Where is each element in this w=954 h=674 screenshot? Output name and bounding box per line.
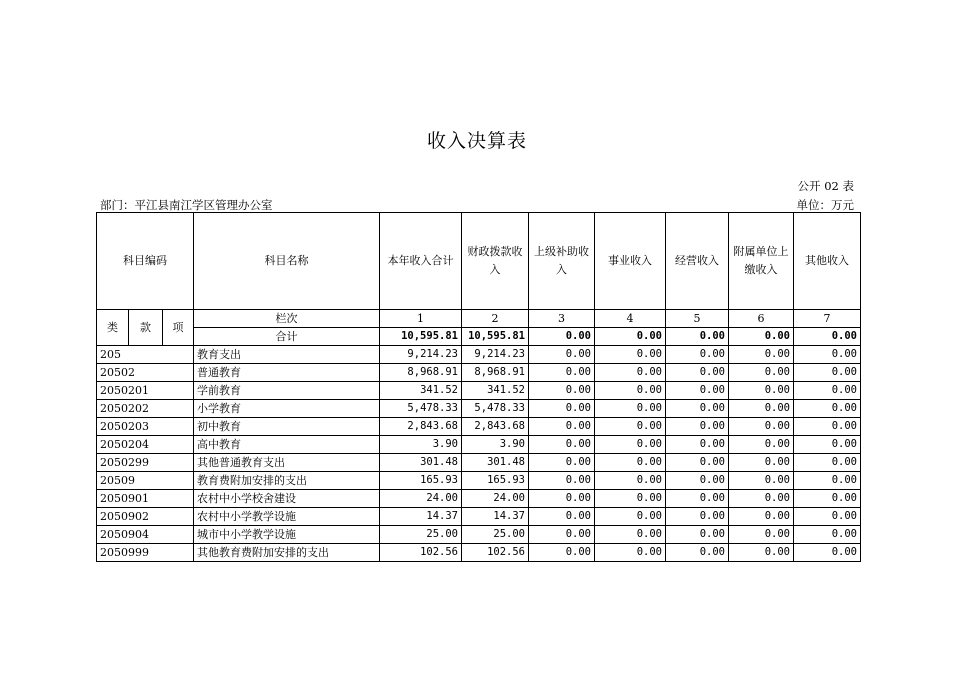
value-cell: 0.00 xyxy=(529,472,595,490)
header-col-7: 其他收入 xyxy=(794,213,861,310)
value-cell: 0.00 xyxy=(666,472,729,490)
value-cell: 0.00 xyxy=(595,364,666,382)
value-cell: 0.00 xyxy=(595,490,666,508)
subject-code-cell: 2050299 xyxy=(97,454,194,472)
value-cell: 25.00 xyxy=(380,526,462,544)
value-cell: 0.00 xyxy=(529,400,595,418)
income-final-accounts-table xyxy=(96,212,861,562)
value-cell: 341.52 xyxy=(462,382,529,400)
value-cell: 0.00 xyxy=(666,400,729,418)
subject-code-cell: 205 xyxy=(97,346,194,364)
table-row xyxy=(97,346,861,364)
total-value: 0.00 xyxy=(666,328,729,346)
value-cell: 8,968.91 xyxy=(380,364,462,382)
value-cell: 165.93 xyxy=(462,472,529,490)
value-cell: 14.37 xyxy=(380,508,462,526)
header-col-6: 附属单位上缴收入 xyxy=(729,213,794,310)
subject-name-cell: 普通教育 xyxy=(194,364,380,382)
value-cell: 0.00 xyxy=(794,472,861,490)
table-row xyxy=(97,526,861,544)
value-cell: 165.93 xyxy=(380,472,462,490)
table-row xyxy=(97,472,861,490)
value-cell: 0.00 xyxy=(666,418,729,436)
header-subject-name: 科目名称 xyxy=(194,213,380,310)
value-cell: 0.00 xyxy=(666,490,729,508)
value-cell: 8,968.91 xyxy=(462,364,529,382)
value-cell: 0.00 xyxy=(529,346,595,364)
table-row xyxy=(97,436,861,454)
value-cell: 0.00 xyxy=(729,490,794,508)
value-cell: 0.00 xyxy=(595,400,666,418)
form-number: 公开 02 表 xyxy=(797,179,854,193)
value-cell: 0.00 xyxy=(529,454,595,472)
value-cell: 0.00 xyxy=(729,364,794,382)
value-cell: 301.48 xyxy=(462,454,529,472)
value-cell: 0.00 xyxy=(794,508,861,526)
value-cell: 5,478.33 xyxy=(462,400,529,418)
value-cell: 0.00 xyxy=(529,508,595,526)
subject-name-cell: 小学教育 xyxy=(194,400,380,418)
value-cell: 0.00 xyxy=(529,364,595,382)
value-cell: 0.00 xyxy=(794,418,861,436)
value-cell: 0.00 xyxy=(729,382,794,400)
value-cell: 0.00 xyxy=(666,364,729,382)
column-number: 6 xyxy=(729,310,794,328)
header-lanci: 栏次 xyxy=(194,310,380,328)
value-cell: 0.00 xyxy=(666,382,729,400)
subject-code-cell: 2050999 xyxy=(97,544,194,562)
total-value: 0.00 xyxy=(529,328,595,346)
value-cell: 0.00 xyxy=(729,436,794,454)
total-value: 0.00 xyxy=(794,328,861,346)
value-cell: 0.00 xyxy=(529,544,595,562)
subject-name-cell: 其他普通教育支出 xyxy=(194,454,380,472)
value-cell: 0.00 xyxy=(729,418,794,436)
unit-label: 单位：万元 xyxy=(796,198,854,212)
value-cell: 0.00 xyxy=(595,544,666,562)
value-cell: 3.90 xyxy=(462,436,529,454)
value-cell: 0.00 xyxy=(529,490,595,508)
column-number: 4 xyxy=(595,310,666,328)
value-cell: 0.00 xyxy=(666,436,729,454)
subject-name-cell: 城市中小学教学设施 xyxy=(194,526,380,544)
subject-code-cell: 2050204 xyxy=(97,436,194,454)
value-cell: 0.00 xyxy=(794,526,861,544)
subject-name-cell: 其他教育费附加安排的支出 xyxy=(194,544,380,562)
value-cell: 0.00 xyxy=(529,526,595,544)
value-cell: 0.00 xyxy=(595,436,666,454)
header-col-2: 财政拨款收入 xyxy=(462,213,529,310)
subject-code-cell: 2050202 xyxy=(97,400,194,418)
value-cell: 5,478.33 xyxy=(380,400,462,418)
value-cell: 14.37 xyxy=(462,508,529,526)
value-cell: 0.00 xyxy=(729,526,794,544)
total-row xyxy=(97,328,861,346)
subject-name-cell: 教育支出 xyxy=(194,346,380,364)
header-subject-code: 科目编码 xyxy=(97,213,194,310)
header-col-3: 上级补助收入 xyxy=(529,213,595,310)
value-cell: 24.00 xyxy=(462,490,529,508)
header-kuan: 款 xyxy=(129,310,163,346)
header-col-1: 本年收入合计 xyxy=(380,213,462,310)
value-cell: 0.00 xyxy=(666,346,729,364)
value-cell: 102.56 xyxy=(380,544,462,562)
total-value: 10,595.81 xyxy=(462,328,529,346)
value-cell: 0.00 xyxy=(794,436,861,454)
subject-code-cell: 2050203 xyxy=(97,418,194,436)
value-cell: 0.00 xyxy=(529,418,595,436)
value-cell: 0.00 xyxy=(595,454,666,472)
column-number: 7 xyxy=(794,310,861,328)
report-title: 收入决算表 xyxy=(426,130,527,152)
table-row xyxy=(97,544,861,562)
value-cell: 2,843.68 xyxy=(380,418,462,436)
column-number-row xyxy=(97,310,861,328)
value-cell: 2,843.68 xyxy=(462,418,529,436)
value-cell: 0.00 xyxy=(729,544,794,562)
subject-code-cell: 2050902 xyxy=(97,508,194,526)
column-number: 2 xyxy=(462,310,529,328)
total-label: 合计 xyxy=(194,328,380,346)
value-cell: 0.00 xyxy=(729,400,794,418)
value-cell: 0.00 xyxy=(529,436,595,454)
subject-name-cell: 高中教育 xyxy=(194,436,380,454)
value-cell: 0.00 xyxy=(729,508,794,526)
subject-code-cell: 2050201 xyxy=(97,382,194,400)
total-value: 0.00 xyxy=(595,328,666,346)
value-cell: 3.90 xyxy=(380,436,462,454)
value-cell: 9,214.23 xyxy=(462,346,529,364)
value-cell: 0.00 xyxy=(595,418,666,436)
subject-code-cell: 20509 xyxy=(97,472,194,490)
subject-name-cell: 学前教育 xyxy=(194,382,380,400)
value-cell: 0.00 xyxy=(729,346,794,364)
value-cell: 0.00 xyxy=(794,544,861,562)
value-cell: 0.00 xyxy=(666,508,729,526)
table-row xyxy=(97,508,861,526)
subject-name-cell: 农村中小学校舍建设 xyxy=(194,490,380,508)
header-xiang: 项 xyxy=(163,310,194,346)
value-cell: 0.00 xyxy=(729,454,794,472)
value-cell: 301.48 xyxy=(380,454,462,472)
value-cell: 24.00 xyxy=(380,490,462,508)
value-cell: 0.00 xyxy=(666,454,729,472)
value-cell: 25.00 xyxy=(462,526,529,544)
value-cell: 0.00 xyxy=(794,346,861,364)
total-value: 0.00 xyxy=(729,328,794,346)
value-cell: 0.00 xyxy=(794,382,861,400)
department-label: 部门：平江县南江学区管理办公室 xyxy=(100,198,273,212)
table-row xyxy=(97,454,861,472)
subject-code-cell: 20502 xyxy=(97,364,194,382)
header-col-5: 经营收入 xyxy=(666,213,729,310)
subject-code-cell: 2050901 xyxy=(97,490,194,508)
header-row xyxy=(97,213,861,310)
table-row xyxy=(97,418,861,436)
value-cell: 0.00 xyxy=(666,526,729,544)
value-cell: 0.00 xyxy=(794,454,861,472)
total-value: 10,595.81 xyxy=(380,328,462,346)
subject-code-cell: 2050904 xyxy=(97,526,194,544)
value-cell: 0.00 xyxy=(729,472,794,490)
value-cell: 9,214.23 xyxy=(380,346,462,364)
value-cell: 0.00 xyxy=(595,526,666,544)
header-col-4: 事业收入 xyxy=(595,213,666,310)
value-cell: 102.56 xyxy=(462,544,529,562)
column-number: 1 xyxy=(380,310,462,328)
subject-name-cell: 农村中小学教学设施 xyxy=(194,508,380,526)
value-cell: 0.00 xyxy=(666,544,729,562)
header-lei: 类 xyxy=(97,310,129,346)
column-number: 3 xyxy=(529,310,595,328)
value-cell: 0.00 xyxy=(595,382,666,400)
value-cell: 0.00 xyxy=(595,508,666,526)
table-row xyxy=(97,400,861,418)
column-number: 5 xyxy=(666,310,729,328)
table-row xyxy=(97,382,861,400)
value-cell: 0.00 xyxy=(794,490,861,508)
value-cell: 0.00 xyxy=(595,346,666,364)
value-cell: 0.00 xyxy=(595,472,666,490)
value-cell: 0.00 xyxy=(529,382,595,400)
value-cell: 341.52 xyxy=(380,382,462,400)
table-row xyxy=(97,490,861,508)
table-row xyxy=(97,364,861,382)
subject-name-cell: 初中教育 xyxy=(194,418,380,436)
value-cell: 0.00 xyxy=(794,364,861,382)
value-cell: 0.00 xyxy=(794,400,861,418)
subject-name-cell: 教育费附加安排的支出 xyxy=(194,472,380,490)
